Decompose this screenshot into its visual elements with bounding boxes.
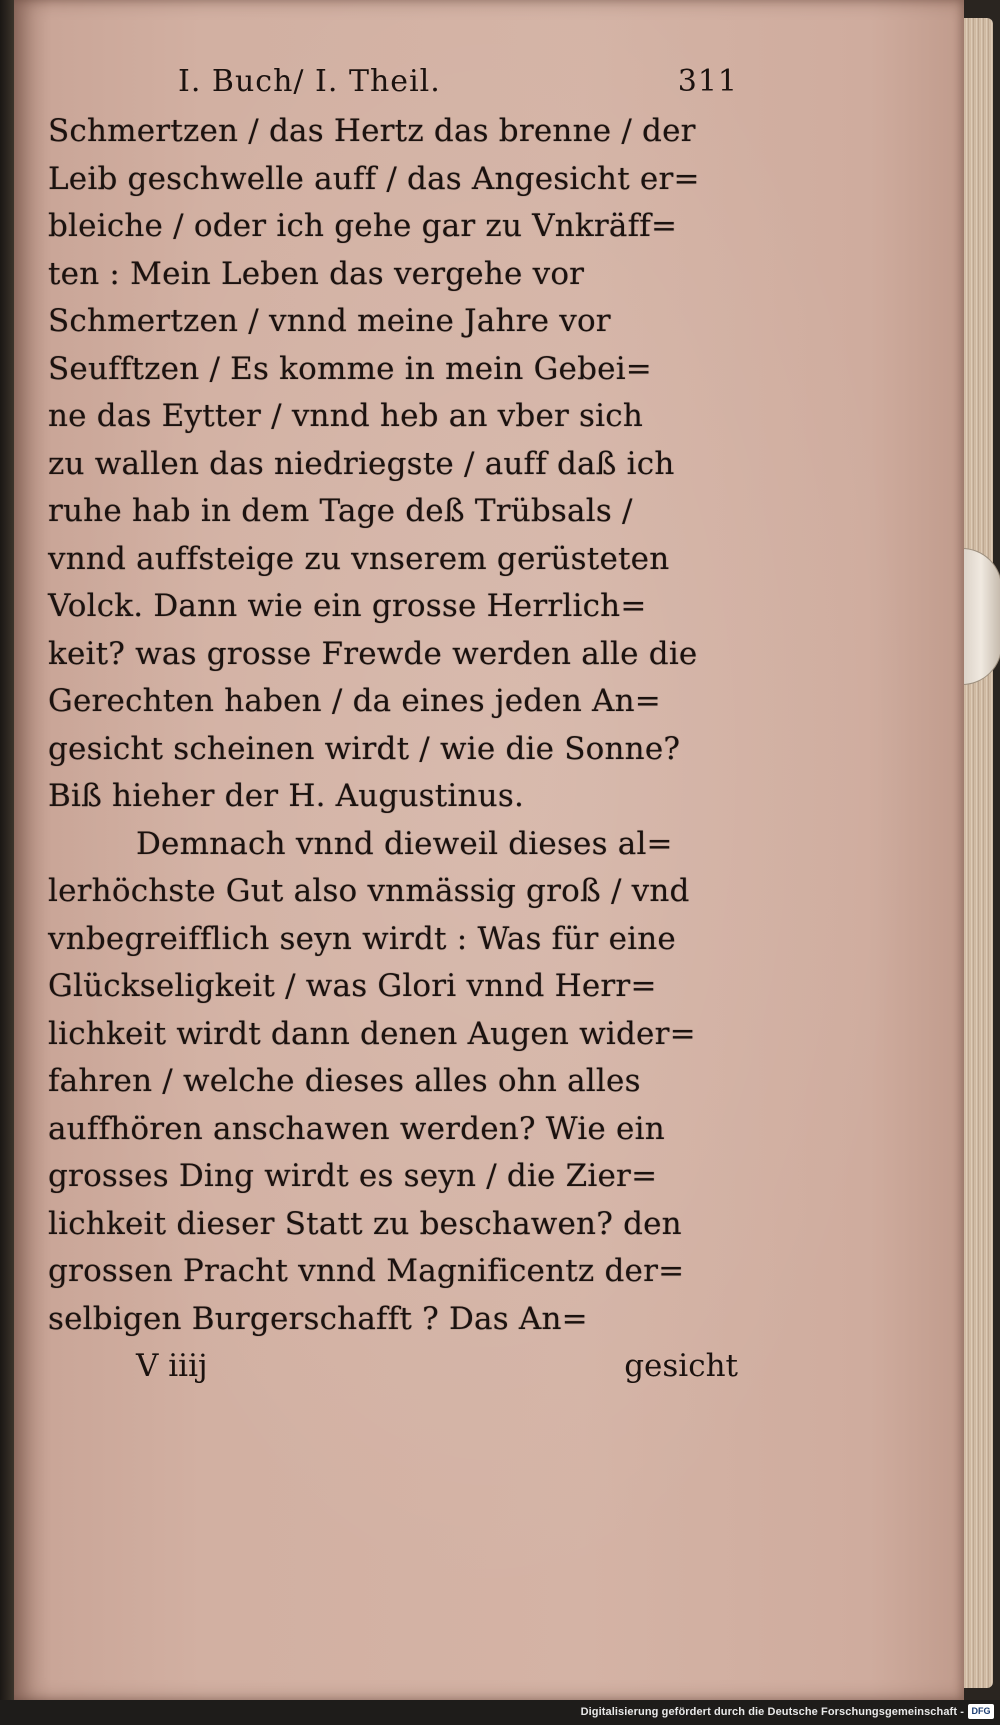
funding-credit: Digitalisierung gefördert durch die Deutsche Forschungsgemeinschaft - [580, 1706, 964, 1718]
book-page [14, 0, 964, 1700]
text-line: vnnd auffsteige zu vnserem gerüsteten [48, 540, 670, 577]
page-number: 311 [677, 64, 738, 99]
text-line: grosses Ding wirdt es seyn / die Zier= [48, 1158, 658, 1194]
text-line: Leib geschwelle auff / das Angesicht er= [48, 160, 700, 197]
text-line: grossen Pracht vnnd Magnificentz der= [48, 1253, 685, 1289]
text-line: fahren / welche dieses alles ohn alles [48, 1063, 641, 1099]
text-line: auffhören anschawen werden? Wie ein [48, 1110, 665, 1147]
text-line: Volck. Dann wie ein grosse Herrlich= [48, 588, 647, 624]
body-text [48, 108, 738, 1343]
page-text-block [48, 56, 738, 1391]
catchword: gesicht [624, 1348, 738, 1384]
text-line: ne das Eytter / vnnd heb an vber sich [48, 398, 644, 434]
text-line: bleiche / oder ich gehe gar zu Vnkräff= [48, 208, 678, 244]
dfg-logo-icon: DFG [968, 1704, 994, 1719]
text-line: Glückseligkeit / was Glori vnnd Herr= [48, 968, 657, 1004]
text-line: Gerechten haben / da eines jeden An= [48, 683, 661, 719]
text-line: Schmertzen / das Hertz das brenne / der [48, 113, 696, 149]
signature-mark: V iiij [136, 1348, 208, 1384]
text-line: lerhöchste Gut also vnmässig groß / vnd [48, 873, 690, 909]
text-line: selbigen Burgerschafft ? Das An= [48, 1300, 588, 1337]
text-line: Schmertzen / vnnd meine Jahre vor [48, 303, 611, 339]
bookmark-tab [960, 548, 1000, 685]
text-line: ruhe hab in dem Tage deß Trübsals / [48, 493, 633, 529]
text-line: Seufftzen / Es komme in mein Gebei= [48, 350, 652, 387]
text-line: gesicht scheinen wirdt / wie die Sonne? [48, 730, 681, 767]
text-line: zu wallen das niedriegste / auff daß ich [48, 445, 675, 482]
text-line: ten : Mein Leben das vergehe vor [48, 255, 585, 292]
text-line: Biß hieher der H. Augustinus. [48, 778, 525, 814]
running-head: I. Buch/ I. Theil. [178, 64, 441, 99]
paragraph-start-line: Demnach vnnd dieweil dieses al= [136, 825, 673, 862]
text-line: vnbegreifflich seyn wirdt : Was für eine [48, 920, 676, 957]
text-line: lichkeit dieser Statt zu beschawen? den [48, 1205, 682, 1242]
text-line: lichkeit wirdt dann denen Augen wider= [48, 1015, 696, 1052]
page-header [48, 56, 738, 108]
book-binding [0, 0, 14, 1725]
text-line: keit? was grosse Frewde werden alle die [48, 635, 698, 672]
page-footer [48, 1343, 738, 1391]
